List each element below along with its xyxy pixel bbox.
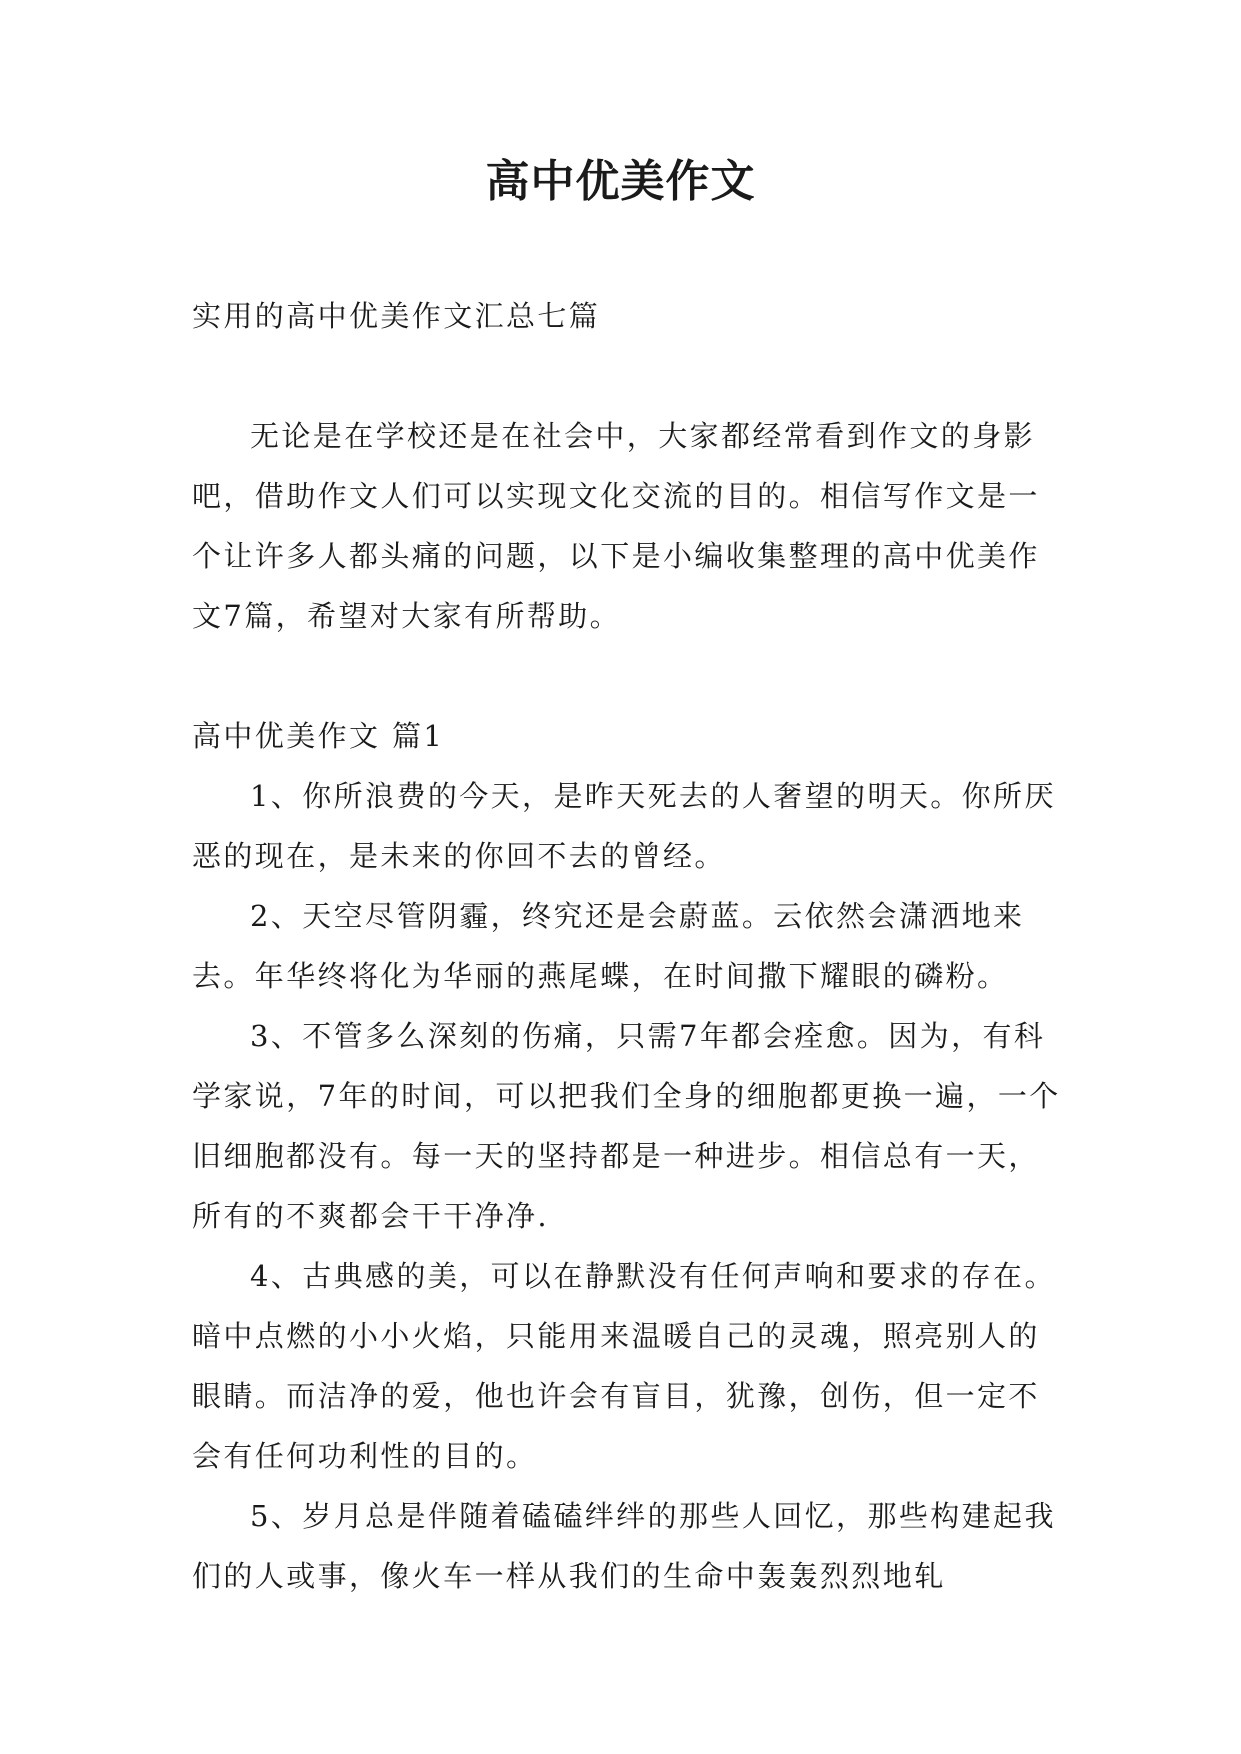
- body-paragraph: 3、不管多么深刻的伤痛，只需7年都会痊愈。因为，有科学家说，7年的时间，可以把我们全身的细胞都更换一遍，一个旧细胞都没有。每一天的坚持都是一种进步。相信总有一天，所有的不爽都会干干净净.: [192, 1019, 1061, 1233]
- document-subtitle: 实用的高中优美作文汇总七篇: [192, 299, 601, 333]
- section-heading: 高中优美作文 篇1: [192, 719, 445, 753]
- body-paragraph: 2、天空尽管阴霾，终究还是会蔚蓝。云依然会潇洒地来去。年华终将化为华丽的燕尾蝶，在时间撒下耀眼的磷粉。: [192, 899, 1025, 993]
- document-title: 高中优美作文: [485, 156, 756, 207]
- body-paragraph: 5、岁月总是伴随着磕磕绊绊的那些人回忆，那些构建起我们的人或事，像火车一样从我们的生命中轰轰烈烈地轧: [192, 1499, 1056, 1593]
- document-body: [192, 286, 1068, 1606]
- body-paragraph: 4、古典感的美，可以在静默没有任何声响和要求的存在。暗中点燃的小小火焰，只能用来温暖自己的灵魂，照亮别人的眼睛。而洁净的爱，他也许会有盲目，犹豫，创伤，但一定不会有任何功利性的目的。: [192, 1259, 1056, 1473]
- intro-paragraph: 无论是在学校还是在社会中，大家都经常看到作文的身影吧，借助作文人们可以实现文化交流的目的。相信写作文是一个让许多人都头痛的问题，以下是小编收集整理的高中优美作文7篇，希望对大家有所帮助。: [192, 419, 1040, 633]
- body-paragraph: 1、你所浪费的今天，是昨天死去的人奢望的明天。你所厌恶的现在，是未来的你回不去的曾经。: [192, 779, 1056, 873]
